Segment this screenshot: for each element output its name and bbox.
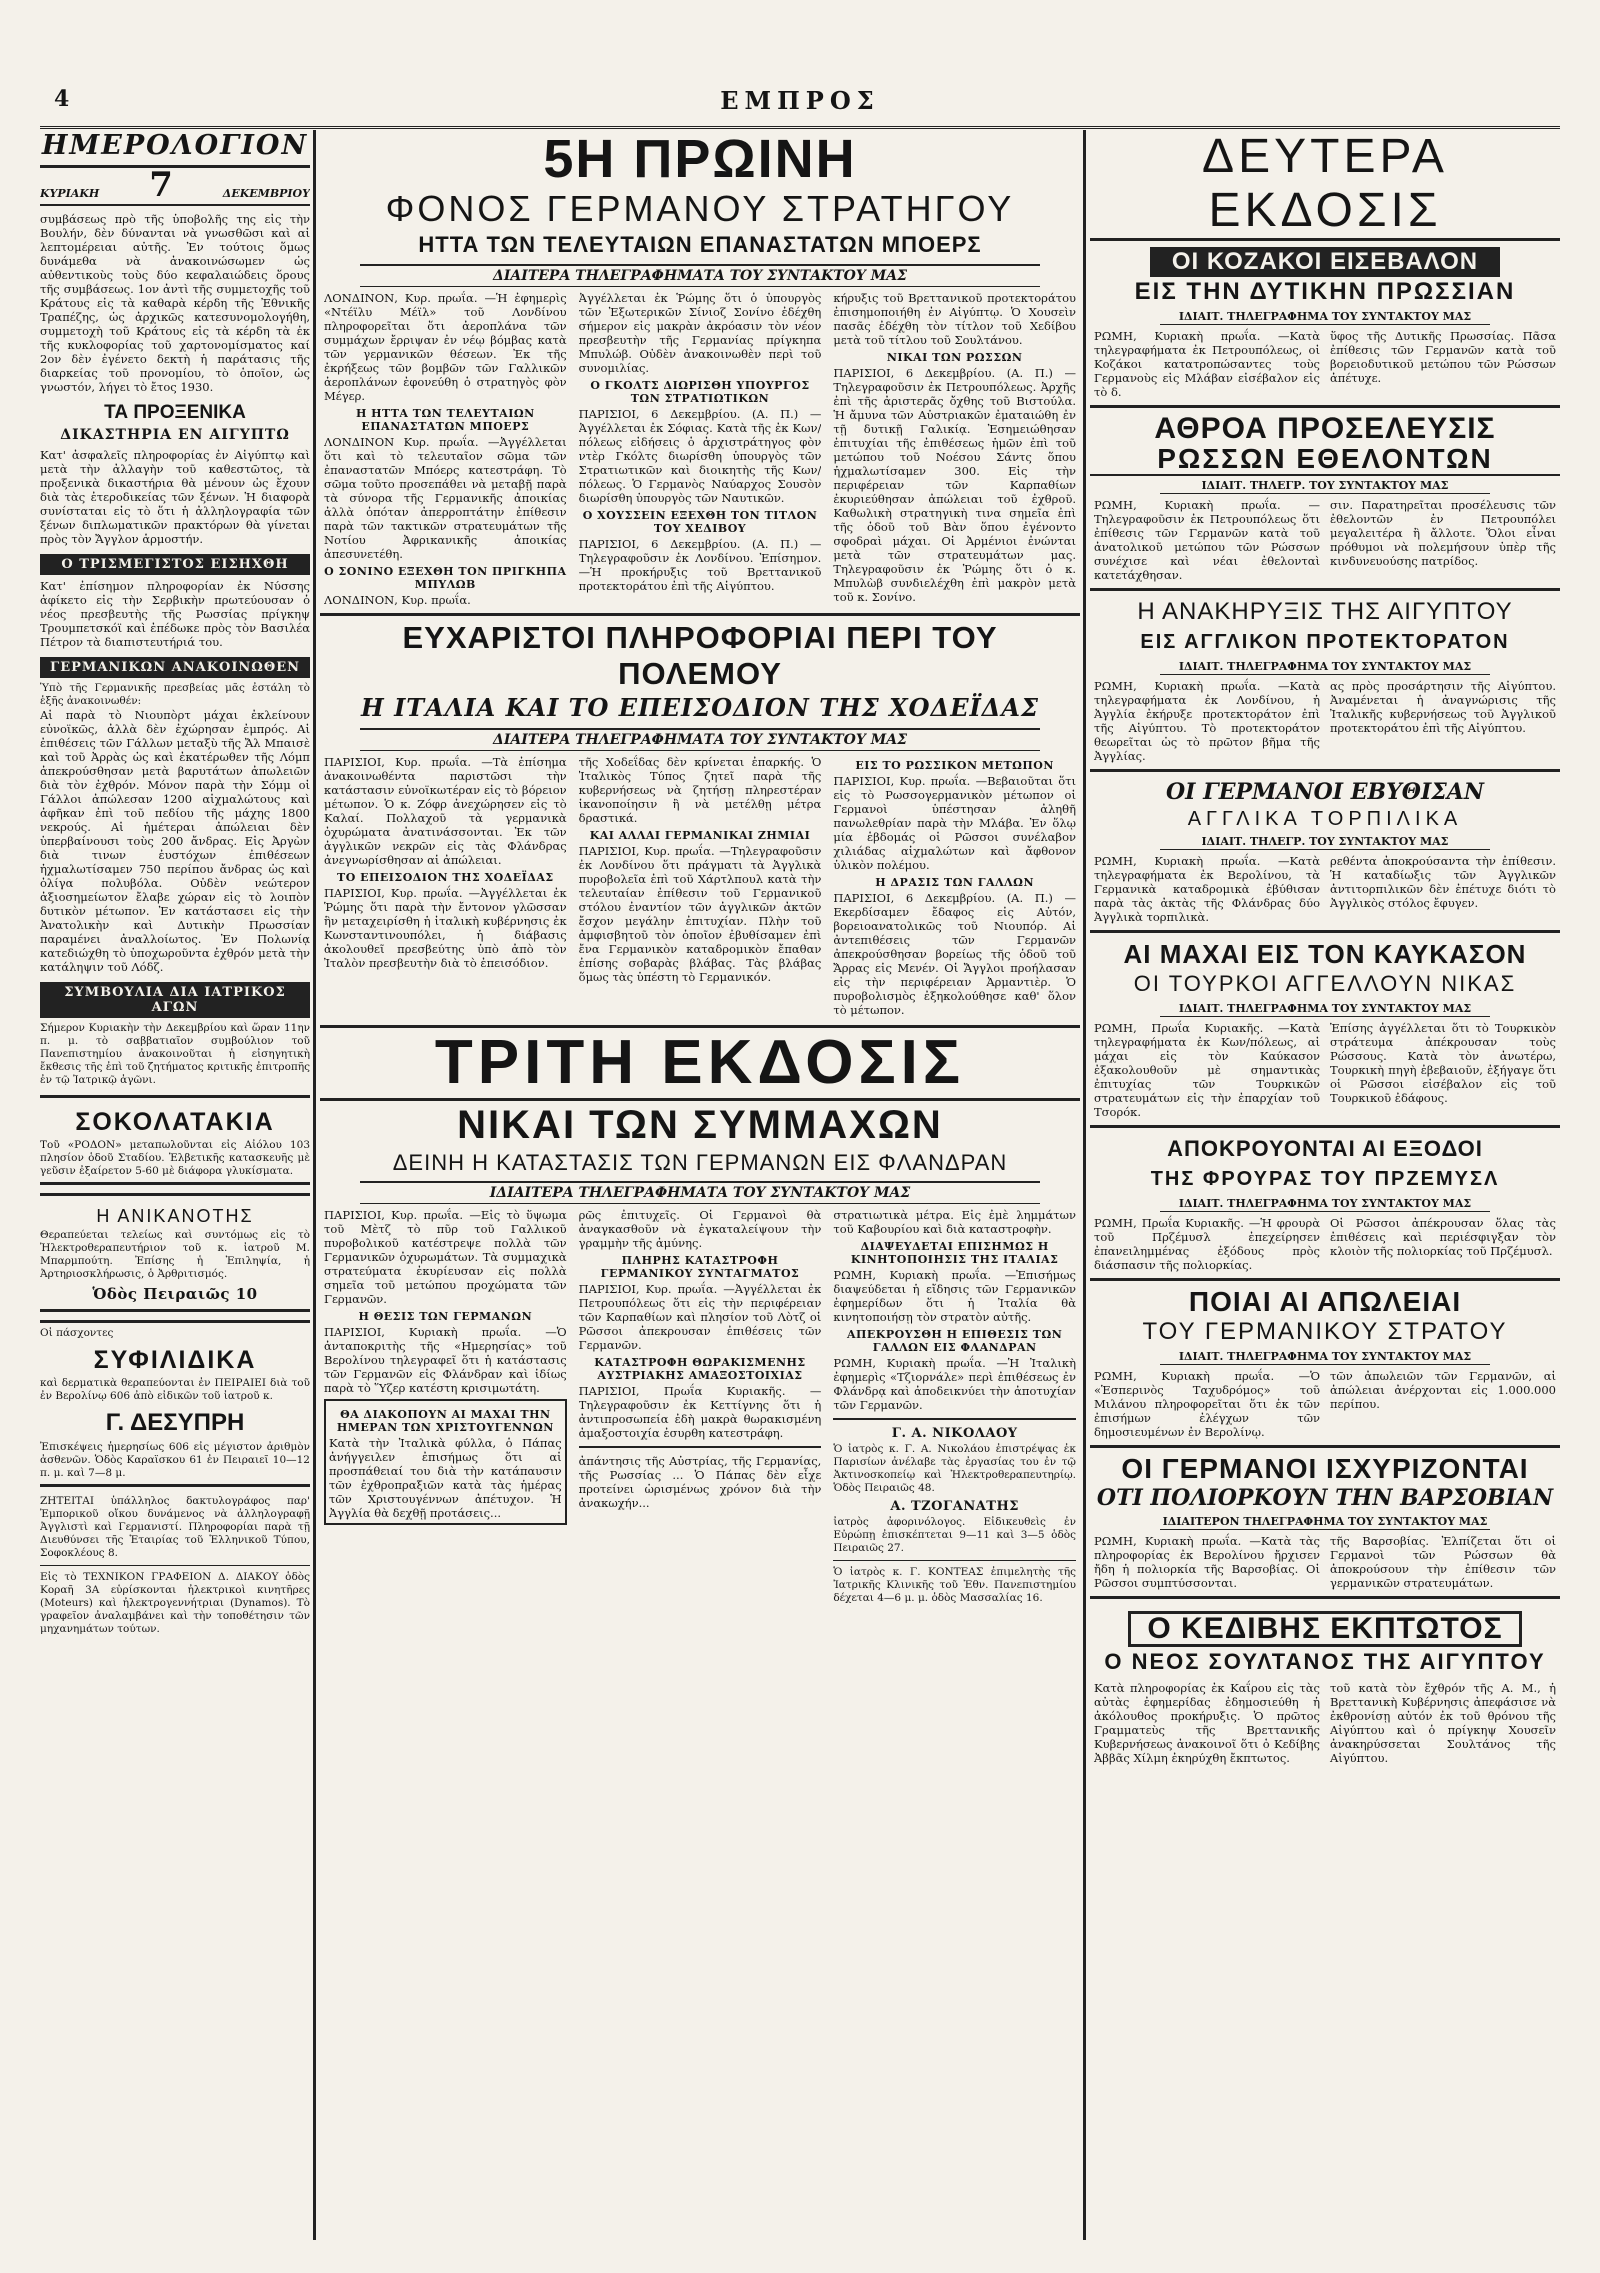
doctor-text: Ἐπισκέψεις ἡμερησίως 606 εἰς μέγιστον ἀριθμὸν ἀσθενῶν. Ὁδὸς Καραϊσκου 61 ἐν Πειραιεῖ 10—12 π. μ. καὶ 7—8 μ. (40, 1441, 310, 1479)
nikai-headline: ΝΙΚΑΙ ΤΩΝ ΣΥΜΜΑΧΩΝ (457, 1103, 943, 1147)
article-text: ΡΩΜΗ, Κυριακὴ πρωΐα. —Κατὰ τηλεγραφήματα ἐκ Πετρουπόλεως, οἱ Κοζάκοι κατατροπώσαντες τοὺς Γερμανοὺς εἰς Μλάβαν εἰσέβαλον εἰς τὸ δ. (1094, 329, 1320, 399)
german-title: ΓΕΡΜΑΝΙΚΩΝ ΑΝΑΚΟΙΝΩΘΕΝ (40, 657, 310, 678)
trismegist-title: Ο ΤΡΙΣΜΕΓΙΣΤΟΣ ΕΙΣΗΧΘΗ (40, 554, 310, 575)
article-text: ρεθέντα ἀποκρούσαντα τὴν ἐπίθεσιν. Ἡ καταδίωξις τῶν Ἀγγλικῶν ἀντιτορπιλικῶν δὲν ἐπέτυχε διότι τὸ Ἀγγλικὸς στόλος ἔφυγεν. (1330, 854, 1556, 910)
telegram-label: ΙΔΙΑΙΤ. ΤΗΛΕΓΡΑΦΗΜΑ ΤΟΥ ΣΥΝΤΑΚΤΟΥ ΜΑΣ (1160, 1001, 1490, 1017)
banner-pleroforiai: ΕΥΧΑΡΙΣΤΟΙ ΠΛΗΡΟΦΟΡΙΑΙ ΠΕΡΙ ΤΟΥ ΠΟΛΕΜΟΥ (320, 613, 1080, 692)
article-text: ΡΩΜΗ, Κυριακὴ πρωΐα. —Τηλεγραφοῦσιν ἐκ Πετρουπόλεως ὅτι ἐπίθεσις τῶν Γερμανῶν κατὰ τοῦ ἀνατολικοῦ μετώπου τῶν Ρώσσων συνέχισε καὶ νέαι ἐθελονταὶ κατετάχθησαν. (1094, 498, 1320, 582)
article-text: ὕφος τῆς Δυτικῆς Πρωσσίας. Πᾶσα ἐπίθεσις τῶν Γερμανῶν κατὰ τοῦ βορειοδυτικοῦ μετώπου τῶν Ρώσσων ἀπέτυχε. (1330, 329, 1556, 385)
paper-name: ΕΜΠΡΟΣ (720, 86, 880, 115)
ad-text: Ὁ ἰατρὸς κ. Γ. ΚΟΝΤΕΑΣ ἐπιμελητὴς τῆς Ἰατρικῆς Κλινικῆς τοῦ Ἐθν. Πανεπιστημίου δέχεται 4—6 μ. μ. ὁδὸς Μασσαλίας 16. (833, 1566, 1076, 1604)
headline-rosson: ΡΩΣΣΩΝ ΕΘΕΛΟΝΤΩΝ (1090, 444, 1560, 476)
headline-dytiki: ΕΙΣ ΤΗΝ ΔΥΤΙΚΗΝ ΠΡΩΣΣΙΑΝ (1134, 278, 1516, 305)
column-rule (1083, 130, 1086, 2240)
article-apoleiai (1090, 1369, 1560, 1439)
article-text: τῆς Χοδεΐδας δὲν κρίνεται ἐπαρκής. Ὁ Ἰταλικὸς Τύπος ζητεῖ παρὰ τῆς κυβερνήσεως νὰ ζητήσῃ πληρεστέραν ἱκανοποίησιν ἢ νὰ μετέλθῃ μέτρα δραστικά. (578, 755, 822, 825)
article-text: ΛΟΝΔΙΝΟΝ, Κυρ. πρωΐα. —Ἡ ἐφημερὶς «Ντέϊλυ Μέϊλ» τοῦ Λονδίνου πληροφορεῖται ὅτι ἀεροπλάνα τῶν συμμάχων ἔρριψαν ἐν νέῳ βόμβας κατὰ τῶν γερμανικῶν θέσεων. Ἐκ τῆς ἐκρήξεως τῶν βομβῶν τῶν Γαλλικῶν ἀεροπλάνων ἐφονεύθη ὁ στρατηγὸς φὸν Μέγερ. (324, 291, 567, 403)
telegrams-label: ΔΙΑΙΤΕΡΑ ΤΗΛΕΓΡΑΦΗΜΑΤΑ ΤΟΥ ΣΥΝΤΑΚΤΟΥ ΜΑΣ (360, 728, 1040, 751)
article-text: ΠΑΡΙΣΙΟΙ, 6 Δεκεμβρίου. (Α. Π.) —Ἀγγέλλεται ἐκ Σόφιας. Κατὰ τῆς ἐκ Κων/πόλεως εἰδήσεις ὁ ἀρχιστράτηγος φὸν ντὲρ Γκόλτς διωρίσθη ὑπουργὸς τῶν Στρατιωτικῶν καὶ διοικητὴς τῆς Κων/πόλεως. Ὁ Γερμανὸς Ναύαρχος Σουσὸν διωρίσθη ὑπουργὸς τῶν Ναυτικῶν. (578, 407, 822, 505)
headline-anakiryxis: Η ΑΝΑΚΗΡΥΞΙΣ ΤΗΣ ΑΙΓΥΠΤΟΥ (1137, 598, 1513, 625)
article-block-a (320, 291, 1080, 607)
doctor-name: Γ. ΔΕΣΥΠΡΗ (105, 1409, 245, 1436)
banner-italia: Η ΙΤΑΛΙΑ ΚΑΙ ΤΟ ΕΠΕΙΣΟΔΙΟΝ ΤΗΣ ΧΟΔΕΪΔΑΣ (361, 693, 1039, 722)
divider (1090, 1445, 1560, 1448)
headline-kedivis: Ο ΚΕΔΙΒΗΣ ΕΚΠΤΩΤΟΣ (1128, 1611, 1521, 1647)
article-text: ΠΑΡΙΣΙΟΙ, Κυρ. πρωΐα. —Τὰ ἐπίσημα ἀνακοινωθέντα παριστῶσι τὴν κατάστασιν εὐνοϊκωτέραν εἰς τὸ βόρειον μέτωπον. Ὁ κ. Ζόφρ ἀνεχώρησεν εἰς τὸ Καλαί. Πολλαχοῦ τὰ γερμανικὰ ὀχυρώματα ἀνατινάσσονται. Ἐκ τῶν ἀγγλικῶν νεκρῶν εἰς τὰς Φλάνδρας ἀνεγνωρίσθησαν αἱ ἀπώλειαι. (324, 755, 567, 867)
headline-tourkoi: ΟΙ ΤΟΥΡΚΟΙ ΑΓΓΕΛΛΟΥΝ ΝΙΚΑΣ (1133, 971, 1517, 996)
article-text: στρατιωτικὰ μέτρα. Εἰς ἐμὲ λημμάτων τοῦ Καβουρίου καὶ διὰ καταστροφὴν. (833, 1208, 1076, 1236)
proxenika-title: ΤΑ ΠΡΟΞΕΝΙΚΑ (104, 402, 246, 423)
sokolatakia-text: Τοῦ «ΡΟΔΟΝ» μεταπωλοῦνται εἰς Αἰόλου 103 πλησίον ὁδοῦ Σταδίου. Ἑλβετικῆς κατασκευῆς μὲ γεῦσιν ἐξαίρετον 5-60 μὲ διάφορα γλυκίσματα. (40, 1139, 310, 1177)
divider (1090, 1596, 1560, 1599)
article-subhead: ΤΟ ΕΠΕΙΣΟΔΙΟΝ ΤΗΣ ΧΟΔΕΪΔΑΣ (337, 871, 554, 884)
symboul-text: Σήμερον Κυριακὴν τὴν Δεκεμβρίου καὶ ὥραν 11ην π. μ. τὸ σαββατιαῖον συμβούλιον τοῦ Πανεπιστημίου ἀνακοινοῦται ἡ εἰσηγητικὴ ἔκθεσις τῆς ἐπὶ τοῦ ζητήματος κριτικῆς ἐπιτροπῆς ἐν τῷ Ἰατρικῷ ἀγῶνι. (40, 1022, 310, 1086)
divider (833, 1418, 1076, 1420)
syphilidika-title: ΣΥΦΙΛΙΔΙΚΑ (93, 1346, 257, 1374)
article-text: Κατὰ πληροφορίας ἐκ Καΐρου εἰς τὰς αὐτὰς ἐφημερίδας ἐδημοσιεύθη ἡ ἀκόλουθος προκήρυξις. Ὁ πρῶτος Γραμματεὺς τῆς Βρεττανικῆς Κυβερνήσεως ἀνακοινοῖ ὅτι ὁ Κεδίβης Ἀββᾶς Χίλμη ἐκηρύχθη ἔκπτωτος. (1094, 1681, 1320, 1765)
article-text: ΛΟΝΔΙΝΟΝ Κυρ. πρωΐα. —Ἀγγέλλεται ὅτι καὶ τὸ τελευταῖον σῶμα τῶν ἐπαναστατῶν Μπόερς κατεστράφη. Τὸ σῶμα τοῦτο προσεπάθει νὰ μεταβῇ παρὰ τὰ σύνορα τῆς Γερμανικῆς ἀποικίας ἀλλὰ ὁπόταν ἀπερροπτάτην ἐπίθεσιν παρὰ τῶν τακτικῶν στρατευμάτων τῆς Νοτίου Ἀφρικανικῆς ἀποικίας ἀπεσυνετέθη. (324, 435, 567, 561)
headline-germanoi: ΟΙ ΓΕΡΜΑΝΟΙ ΕΒΥΘΙΣΑΝ (1166, 779, 1484, 805)
telegram-label: ΙΔΙΑΙΤ. ΤΗΛΕΓΡ. ΤΟΥ ΣΥΝΤΑΚΤΟΥ ΜΑΣ (1160, 478, 1490, 494)
article-text: ΡΩΜΗ, Κυριακὴ πρωΐα. —Ὁ «Ἑσπερινὸς Ταχυδρόμος» τοῦ Μιλάνου πληροφορεῖται ὅτι ἐκ τῶν ἐπισήμων ἐλέγχων τῶν δημοσιευμένων ἐν Βερολίνῳ. (1094, 1369, 1320, 1439)
article-block-c (320, 1208, 1080, 1605)
article-text: ρῶς ἐπιτυχεῖς. Οἱ Γερμανοὶ θὰ ἀναγκασθοῦν νὰ ἐγκαταλείψουν τὴν γραμμὴν τῆς ἀμύνης. (578, 1208, 822, 1250)
headline-neos: Ο ΝΕΟΣ ΣΟΥΛΤΑΝΟΣ ΤΗΣ ΑΙΓΥΠΤΟΥ (1104, 1649, 1546, 1674)
anikanotis-title: Η ΑΝΙΚΑΝΟΤΗΣ (96, 1206, 254, 1226)
article-c-col3 (833, 1208, 1076, 1605)
article-text: ΠΑΡΙΣΙΟΙ, Κυριακὴ πρωΐα. —Ὁ ἀνταποκριτὴς τῆς «Ημερησίας» τοῦ Βερολίνου τηλεγραφεῖ ὅτι ἡ κατάστασις τῶν Γερμανῶν εἰς Φλάνδραν καὶ ἰδίως παρὰ τὸ Ὕζερ κατέστη κρισιμωτάτη. (324, 1325, 567, 1395)
article-text: τῶν ἀπωλειῶν τῶν Γερμανῶν, αἱ ἀπώλειαι ἀνέρχονται εἰς 1.000.000 περίπου. (1330, 1369, 1556, 1411)
article-text: ΡΩΜΗ, Κυριακὴ πρωΐα. —Κατὰ τὰς πληροφορίας ἐκ Βερολίνου ἤρχισεν ἤδη ἡ πολιορκία τῆς Βαρσοβίας. Οἱ Ρῶσσοι συμπτύσσονται. (1094, 1534, 1320, 1590)
article-subhead: ΑΠΕΚΡΟΥΣΘΗ Η ΕΠΙΘΕΣΙΣ ΤΩΝ ΓΑΛΛΩΝ ΕΙΣ ΦΛΑΝΔΡΑΝ (847, 1328, 1063, 1354)
headline-ischyrizontai: ΟΙ ΓΕΡΜΑΝΟΙ ΙΣΧΥΡΙΖΟΝΤΑΙ (1121, 1453, 1529, 1484)
article-varsovia (1090, 1534, 1560, 1590)
article-subhead: ΚΑΙ ΑΛΛΑΙ ΓΕΡΜΑΝΙΚΑΙ ΖΗΜΙΑΙ (589, 829, 811, 842)
article-text: τοῦ κατὰ τὸν ἔχθρόν τῆς Α. Μ., ἡ Βρεττανικὴ Κυβέρνησις ἀπεφάσισε νὰ ἐκθρονίσῃ αὐτόν ἐκ τοῦ θρόνου τῆς Αἰγύπτου καὶ ὁ πρίγκηψ Χουσεῖν ἀνακηρύσσεται Σουλτάνος τῆς Αἰγύπτου. (1330, 1681, 1556, 1765)
article-subhead: Ο ΓΚΟΛΤΣ ΔΙΩΡΙΣΘΗ ΥΠΟΥΡΓΟΣ ΤΩΝ ΣΤΡΑΤΙΩΤΙΚΩΝ (590, 379, 810, 405)
article-subhead: Η ΔΡΑΣΙΣ ΤΩΝ ΓΑΛΛΩΝ (875, 876, 1035, 889)
telegram-label: ΙΔΙΑΙΤ. ΤΗΛΕΓΡΑΦΗΜΑ ΤΟΥ ΣΥΝΤΑΚΤΟΥ ΜΑΣ (1160, 309, 1490, 325)
article-text: τῆς Βαρσοβίας. Ἐλπίζεται ὅτι οἱ Γερμανοὶ τῶν Ρώσσων θὰ ἀποκρούσουν τὴν ἐπίθεσιν τῶν γερμανικῶν στρατευμάτων. (1330, 1534, 1556, 1590)
hmerologion-date (40, 165, 310, 206)
edition-title: 5Η ΠΡΩΙΝΗ (543, 130, 857, 189)
telegram-label: ΙΔΙΑΙΤΕΡΟΝ ΤΗΛΕΓΡΑΦΗΜΑ ΤΟΥ ΣΥΝΤΑΚΤΟΥ ΜΑΣ (1160, 1514, 1490, 1530)
devtera-ekdosis-title: ΔΕΥΤΕΡΑ ΕΚΔΟΣΙΣ (1090, 130, 1560, 241)
headline-varsovian: ΟΤΙ ΠΟΛΙΟΡΚΟΥΝ ΤΗΝ ΒΑΡΣΟΒΙΑΝ (1096, 1485, 1554, 1511)
article-subhead: ΝΙΚΑΙ ΤΩΝ ΡΩΣΣΩΝ (886, 351, 1023, 364)
ad-title: Α. ΤΖΟΓΑΝΑΤΗΣ (890, 1499, 1019, 1514)
column-rule (313, 130, 316, 2240)
article-text: Ἐπίσης ἀγγέλλεται ὅτι τὸ Τουρκικὸν στράτευμα ἀπέκρουσαν τοὺς Ρώσσους. Κατὰ τὸν ἀνωτέρω, Τουρκικὴ πηγὴ ἐβεβαιοῦν, ἐξήγαγε ὅτι οἱ Ρῶσσοι εἰσέβαλον εἰς τοῦ Τουρκικοῦ ἐδάφους. (1330, 1021, 1556, 1105)
middle-column (320, 130, 1080, 2240)
article-b-col2 (579, 755, 822, 1017)
article-text: ΡΩΜΗ, Πρωΐα Κυριακῆς. —Ἡ φρουρὰ τοῦ Πρζέμυσλ ἐπεχείρησεν ἐπανειλημμένας ἐξόδους πρὸς διάσπασιν τῆς πολιορκίας. (1094, 1216, 1320, 1272)
sokolatakia-ad (40, 1095, 310, 1185)
article-text: ΠΑΡΙΣΙΟΙ, Κυρ. πρωΐα. —Εἰς τὸ ὕψωμα τοῦ Μὲτζ τὸ πῦρ τοῦ Γαλλικοῦ πυροβολικοῦ κατέστρεψε πολλὰ τῶν Γερμανικῶν ὀχυρωμάτων. Τὰ συμμαχικὰ στρατεύματα ἐκυρίευσαν εἰς πολλὰ σημεῖα τοῦ μετώπου προχώματα τῶν Γερμανῶν. (324, 1208, 567, 1306)
article-text: ἀπάντησις τῆς Αὐστρίας, τῆς Γερμανίας, τῆς Ρωσσίας ... Ὁ Πάπας δὲν εἶχε προτείνει ὡρισμένως χρόνον διὰ τὴν ἀνακωχήν... (578, 1454, 822, 1510)
headline-poiai: ΠΟΙΑΙ ΑΙ ΑΠΩΛΕΙΑΙ (1188, 1286, 1462, 1317)
main-headline: ΦΟΝΟΣ ΓΕΡΜΑΝΟΥ ΣΤΡΑΤΗΓΟΥ (385, 188, 1015, 229)
left-column (40, 130, 310, 2240)
article-b-col3 (833, 755, 1076, 1017)
article-text: ΠΑΡΙΣΙΟΙ, Κυρ. πρωΐα. —Τηλεγραφοῦσιν ἐκ Λονδίνου ὅτι πράγματι τὰ Ἀγγλικὰ πυροβολεῖα ἐπὶ τοῦ Χάρτλπουλ κατὰ τὴν τελευταίαν ἐπίθεσιν τοῦ Γερμανικοῦ στόλου ἐναντίον τῶν ἀγγλικῶν ἀκτῶν ἔσχον μεγάλην ἐπιτυχίαν. Πλὴν τοῦ ἀμφισβητοῦ τὸν ὁποῖον ἐβυθίσαμεν ἐπὶ ἔνα Γερμανικὸν καταδρομικὸν ἔπαθαν ἐπίσης σοβαρὰς βλάβας. Τὰς βλάβας ὅμως τὰς ὑπέστη τὸ Γερμανικόν. (578, 844, 822, 984)
anikanotis-text: Θεραπεύεται τελείως καὶ συντόμως εἰς τὸ Ἠλεκτροθεραπευτήριον τοῦ κ. ἰατροῦ Μ. Μπαρμπούτη. Ἐπίσης ἡ Ἐπιληψία, ἡ Ἀρτηριοσκλήρωσις, ὁ Ἀρθριτισμός. (40, 1229, 310, 1280)
article-text: Οἱ Ρῶσσοι ἀπέκρουσαν ὅλας τὰς ἐπιθέσεις καὶ περιέσφιγξαν τὸν κλοιὸν τῆς πολιορκίας τοῦ Πρζέμυσλ. (1330, 1216, 1556, 1258)
trismegist-text: Κατ' ἐπίσημον πληροφορίαν ἐκ Νύσσης ἀφίκετο εἰς τὴν Σερβικὴν πρωτεύουσαν ὁ νέος πρεσβευτὴς τῆς Ρωσσίας πρίγκηψ Τρουμπετσκόϊ καὶ ἐπέδωκε πρὸς τὸν Βασιλέα Πέτρον τὰ διαπιστευτήριά του. (40, 579, 310, 649)
anikanotis-address: Ὁδὸς Πειραιῶς 10 (92, 1285, 258, 1303)
article-text: ας πρὸς προσάρτησιν τῆς Αἰγύπτου. Ἀναμένεται ἡ ἀναγνώρισις τῆς Ἰταλικῆς κυβερνήσεως τοῦ Ἀγγλικοῦ προτεκτοράτου ἐπὶ τῆς Αἰγύπτου. (1330, 679, 1556, 735)
ad-title: Γ. Α. ΝΙΚΟΛΑΟΥ (891, 1426, 1018, 1441)
article-b-col1 (324, 755, 567, 1017)
telegram-label: ΙΔΙΑΙΤ. ΤΗΛΕΓΡ. ΤΟΥ ΣΥΝΤΑΚΤΟΥ ΜΑΣ (1160, 834, 1490, 850)
article-text: ΡΩΜΗ, Κυριακὴ πρωΐα. —Κατὰ τηλεγραφήματα ἐκ Βερολίνου, τὰ Γερμανικὰ καταδρομικὰ ἐβύθισαν παρὰ τὰς ἀκτὰς τῆς Φλάνδρας δύο Ἀγγλικὰ τορπιλικὰ. (1094, 854, 1320, 924)
ad-text: ἰατρὸς ἀφορινόλογος. Εἰδικευθεὶς ἐν Εὐρώπῃ ἐπισκέπτεται 9—11 καὶ 3—5 ὁδὸς Πειραιῶς 27. (833, 1516, 1076, 1554)
article-text: σιν. Παρατηρεῖται προσέλευσις τῶν ἐθελοντῶν ἐν Πετρουπόλει μεγαλειτέρα ἢ ἄλλοτε. Ὅλοι εἶναι πρόθυμοι νὰ πολεμήσουν ὑπὲρ τῆς κινδυνευούσης πατρίδος. (1330, 498, 1556, 568)
article-subhead: Ο ΣΟΝΙΝΟ ΕΞΕΧΘΗ ΤΟΝ ΠΡΙΓΚΗΠΑ ΜΠΥΛΩΒ (324, 565, 567, 591)
article-subhead: ΕΙΣ ΤΟ ΡΩΣΣΙΚΟΝ ΜΕΤΩΠΟΝ (855, 759, 1054, 772)
article-kedivis (1090, 1681, 1560, 1765)
article-text: ΠΑΡΙΣΙΟΙ, 6 Δεκεμβρίου. (Α. Π.) —Τηλεγραφοῦσιν ἐκ Λονδίνου. Ἐπίσημον. —Ἡ προκήρυξις τοῦ Βρεττανικοῦ προτεκτοράτου ἐπὶ τῆς Αἰγύπτου. (578, 537, 822, 593)
month: ΔΕΚΕΜΒΡΙΟΥ (222, 187, 310, 200)
divider (1090, 930, 1560, 933)
headline-apokrouontai: ΑΠΟΚΡΟΥΟΝΤΑΙ ΑΙ ΕΞΟΔΟΙ (1167, 1136, 1483, 1161)
article-subhead: Ο ΧΟΥΣΣΕΙΝ ΕΞΕΧΘΗ ΤΟΝ ΤΙΤΛΟΝ ΤΟΥ ΧΕΔΙΒΟΥ (582, 509, 818, 535)
article-przemysl (1090, 1216, 1560, 1272)
proxenika-subtitle: ΔΙΚΑΣΤΗΡΙΑ ΕΝ ΑΙΓΥΠΤΩ (60, 427, 290, 443)
divider (1090, 769, 1560, 772)
article-subhead: Η ΘΕΣΙΣ ΤΩΝ ΓΕΡΜΑΝΩΝ (358, 1310, 533, 1323)
article-text: ΠΑΡΙΣΙΟΙ, Κυρ. πρωΐα. —Ἀγγέλλεται ἐκ Ῥώμης ὅτι παρὰ τὴν ἔντονον γλῶσσαν ἣν μεταχειρίσθη ἡ ἰταλικὴ κυβέρνησις ἐκ Κωνσταντινουπόλει, ἡ διάβασις ἀκολουθεῖ πρεσβεύτης ὑπὸ ἀπὸ τὸν Ἰταλὸν πρεσβευτὴν διὰ τὸ ἐπεισόδιον. (324, 886, 567, 970)
telegram-label: ΙΔΙΑΙΤ. ΤΗΛΕΓΡΑΦΗΜΑ ΤΟΥ ΣΥΝΤΑΚΤΟΥ ΜΑΣ (1160, 1349, 1490, 1365)
technikon-ad: Εἰς τὸ ΤΕΧΝΙΚΟΝ ΓΡΑΦΕΙΟΝ Δ. ΔΙΑΚΟΥ ὁδὸς Κοραῆ 3Α εὑρίσκονται ἠλεκτρικοὶ κινητῆρες (Moteurs) καὶ ἠλεκτρογεννήτριαι (Dynamos). Τὸ γραφεῖον ἀναλαμβάνει καὶ τὴν τοποθέτησιν τῶν μηχανημάτων τούτων. (40, 1571, 310, 1635)
article-text: ΡΩΜΗ, Πρωΐα Κυριακῆς. —Κατὰ τηλεγραφήματα ἐκ Κων/πόλεως, αἱ μάχαι εἰς τὸν Καύκασον ἐξακολουθοῦν μὲ σημαντικὰς ἐπιτυχίας τῶν Τουρκικῶν στρατευμάτων εἰς τὴν ἐπαρχίαν τοῦ Τσορόκ. (1094, 1021, 1320, 1119)
kedivis-box-wrap (1090, 1605, 1560, 1647)
article-c-col1 (324, 1208, 567, 1605)
article-text: ΠΑΡΙΣΙΟΙ, 6 Δεκεμβρίου. (Α. Π.) —Τηλεγραφοῦσιν ἐκ Πετρουπόλεως. Ἀρχῆς ἐπὶ τῆς ἀριστερᾶς ὄχθης τοῦ Βιστούλα. Ἡ ἄμυνα τῶν Αὐστριακῶν ἐματαιώθη ἐν τῇ δυτικῇ Γαλικίᾳ. Ἐσημειώθησαν ἐπιτυχίαι τῆς ἐπιθέσεως ἡμῶν ἐπὶ τοῦ μετώπου τοῦ Νοέσου Σάντς ὅπου ἠχμαλωτίσαμεν 300. Εἰς τὴν περιφέρειαν τῶν Καρπαθίων ἐκυριεύθησαν ἀπώλειαι τοῦ ἐχθροῦ. Καθωλικὴ στρατηγικὴ τινα σημεῖα ἐπὶ τῆς ὁδοῦ τοῦ Βὰν ὅπου ἐγένοντο σφοδραὶ μάχαι. Οἱ Ἀρμένιοι ἐνώνται μετὰ τῶν στρατευμάτων μας. Τηλεγραφοῦσιν ἐκ Ῥώμης ὅτι ὁ κ. Μπυλὼβ συνδιελέχθη ἐπὶ μακρὸν μετὰ τοῦ κ. Σονίνο. (833, 366, 1076, 604)
christmas-box (324, 1399, 567, 1525)
divider (40, 1565, 310, 1566)
masthead (40, 80, 1560, 129)
article-subhead: ΚΑΤΑΣΤΡΟΦΗ ΘΩΡΑΚΙΣΜΕΝΗΣ ΑΥΣΤΡΙΑΚΗΣ ΑΜΑΞΟΣΤΟΙΧΙΑΣ (594, 1356, 806, 1382)
syphilidika-ad (40, 1320, 310, 1487)
article-text: ΠΑΡΙΣΙΟΙ, Κυρ. πρωΐα. —Ἀγγέλλεται ἐκ Πετρουπόλεως ὅτι εἰς τὴν περιφέρειαν τῶν Καρπαθίων καὶ πλησίον τοῦ Λὸτζ οἱ Ρῶσσοι ἀπεκρουσαν ἐπιθέσεις τῶν Γερμανῶν. (578, 1282, 822, 1352)
sub-headline: ΗΤΤΑ ΤΩΝ ΤΕΛΕΥΤΑΙΩΝ ΕΠΑΝΑΣΤΑΤΩΝ ΜΠΟΕΡΣ (418, 232, 982, 257)
german-lead: Ὑπὸ τῆς Γερμανικῆς πρεσβείας μᾶς ἐστάλη τὸ ἑξῆς ἀνακοινωθέν: (40, 682, 310, 707)
article-subhead: Η ΗΤΤΑ ΤΩΝ ΤΕΛΕΥΤΑΙΩΝ ΕΠΑΝΑΣΤΑΤΩΝ ΜΠΟΕΡΣ (355, 407, 535, 433)
deini-subheadline: ΔΕΙΝΗ Η ΚΑΤΑΣΤΑΣΙΣ ΤΩΝ ΓΕΡΜΑΝΩΝ ΕΙΣ ΦΛΑΝΔΡΑΝ (392, 1150, 1008, 1175)
page-number: 4 (54, 86, 70, 112)
ad-text: Ὁ ἰατρὸς κ. Γ. Α. Νικολάου ἐπιστρέψας ἐκ Παρισίων ἀνέλαβε τὰς ἐργασίας του ἐν τῷ Ἀκτινοσκοπείῳ καὶ Ἠλεκτροθεραπευτηρίῳ. Ὁδὸς Πειραιῶς 48. (833, 1443, 1076, 1494)
article-text: ΠΑΡΙΣΙΟΙ, Κυρ. πρωΐα. —Βεβαιοῦται ὅτι εἰς τὸ Ρωσσογερμανικὸν μέτωπον οἱ Γερμανοὶ ὑπέστησαν ἀληθῆ πανωλεθρίαν παρὰ τὴν Μλάβα. Ἐν ὅλῳ μία ἑβδομάς οἱ Ρῶσσοι συνέλαβον χιλιάδας αἰχμαλώτων καὶ ἄφθονον ὑλικὸν πολέμου. (833, 774, 1076, 872)
box-text: Κατὰ τὴν Ἰταλικὰ φύλλα, ὁ Πάπας ἀνήγγειλεν ἐπισήμως ὅτι αἱ προσπάθειαί του διὰ τὴν κατάπαυσιν τῶν ἐχθροπραξιῶν κατὰ τὰς ἡμέρας τῶν Χριστουγέννων ἀπέτυχον. Ἡ Ἀγγλία θὰ δεχθῇ προτάσεις... (329, 1436, 562, 1520)
headline-stratou: ΤΟΥ ΓΕΡΜΑΝΙΚΟΥ ΣΤΡΑΤΟΥ (1142, 1318, 1508, 1345)
triti-ekdosis-title: ΤΡΙΤΗ ΕΚΔΟΣΙΣ (320, 1025, 1080, 1101)
weekday: ΚΥΡΙΑΚΗ (40, 187, 100, 200)
headline-frouras: ΤΗΣ ΦΡΟΥΡΑΣ ΤΟΥ ΠΡΖΕΜΥΣΛ (1150, 1168, 1500, 1190)
headline-kozakoi: ΟΙ ΚΟΖΑΚΟΙ ΕΙΣΕΒΑΛΟΝ (1150, 247, 1500, 277)
telegram-label: ΙΔΙΑΙΤ. ΤΗΛΕΓΡΑΦΗΜΑ ΤΟΥ ΣΥΝΤΑΚΤΟΥ ΜΑΣ (1160, 1196, 1490, 1212)
day-number: 7 (149, 165, 173, 205)
article-text: ΠΑΡΙΣΙΟΙ, 6 Δεκεμβρίου. (Α. Π.) —Εκερδίσαμεν ἔδαφος εἰς Αὐτόν, βορειοανατολικῶς τοῦ Νιουπόρ. Αἱ ἀντεπιθέσεις τῶν Γερμανῶν ἀπεκρούσθησαν βορείως τῆς ὁδοῦ τοῦ Ἄρρας εἰς Μενέν. Οἱ Ἄγγλοι προήλασαν εἰς τὴν περιφέρειαν Ἀρμαντιὲρ. Ὁ πυροβολισμὸς ἐξηκολούθησε καθ' ὅλον τὸ μέτωπον. (833, 891, 1076, 1017)
syphilidika-lead: Οἱ πάσχοντες (40, 1327, 114, 1339)
headline-athroa: ΑΘΡΟΑ ΠΡΟΣΕΛΕΥΣΙΣ (1154, 412, 1496, 445)
box-title: ΘΑ ΔΙΑΚΟΠΟΥΝ ΑΙ ΜΑΧΑΙ ΤΗΝ ΗΜΕΡΑΝ ΤΩΝ ΧΡΙΣΤΟΥΓΕΝΝΩΝ (336, 1408, 554, 1434)
article-a-col2 (579, 291, 822, 607)
divider (833, 1560, 1076, 1561)
divider (579, 1446, 822, 1448)
article-a-col3 (833, 291, 1076, 607)
telegrams-label: ΙΔΙΑΙΤΕΡΑ ΤΗΛΕΓΡΑΦΗΜΑΤΑ ΤΟΥ ΣΥΝΤΑΚΤΟΥ ΜΑΣ (360, 1181, 1040, 1204)
syphilidika-text: καὶ δερματικὰ θεραπεύονται ἐν ΠΕΙΡΑΙΕΙ διὰ τοῦ ἐν Βερολίνῳ 606 ἀπὸ εἰδικῶν τοῦ ἰατροῦ κ. (40, 1377, 310, 1402)
article-text: Ἀγγέλλεται ἐκ Ῥώμης ὅτι ὁ ὑπουργὸς τῶν Ἐξωτερικῶν Σίνιοζ Σονίνο ἐδέχθη σήμερον εἰς μακρὰν ἀκρόασιν τὸν νέον πρεσβευτὴν τῆς Γερμανίας πρίγκηπα Μπυλώβ. Οὐδὲν ἀνακοινωθὲν περὶ τοῦ συνομιλίας. (578, 291, 822, 375)
article-subhead: ΔΙΑΨΕΥΔΕΤΑΙ ΕΠΙΣΗΜΩΣ Η ΚΙΝΗΤΟΠΟΙΗΣΙΣ ΤΗΣ ΙΤΑΛΙΑΣ (850, 1240, 1059, 1266)
divider (1090, 405, 1560, 408)
telegrams-label: ΔΙΑΙΤΕΡΑ ΤΗΛΕΓΡΑΦΗΜΑΤΑ ΤΟΥ ΣΥΝΤΑΚΤΟΥ ΜΑΣ (360, 264, 1040, 287)
divider (1090, 1125, 1560, 1128)
article-torpilika (1090, 854, 1560, 924)
sokolatakia-title: ΣΟΚΟΛΑΤΑΚΙΑ (75, 1108, 275, 1136)
headline-maxai: ΑΙ ΜΑΧΑΙ ΕΙΣ ΤΟΝ ΚΑΥΚΑΣΟΝ (1123, 939, 1527, 969)
article-ethelontes (1090, 498, 1560, 582)
divider (1090, 1278, 1560, 1281)
telegram-label: ΙΔΙΑΙΤ. ΤΗΛΕΓΡΑΦΗΜΑ ΤΟΥ ΣΥΝΤΑΚΤΟΥ ΜΑΣ (1160, 659, 1490, 675)
article-text: ΠΑΡΙΣΙΟΙ, Πρωΐα Κυριακῆς. —Τηλεγραφοῦσιν ἐκ Κεττίγνης ὅτι ἡ ἀντιπροσωπεία ἐδὴ μακρὰ θωρακισμένη ἀμαξοστοιχία ἐσυρθη κατεστράφη. (578, 1384, 822, 1440)
article-text: ΡΩΜΗ, Κυριακὴ πρωΐα. —Ἡ Ἰταλικὴ ἐφημερὶς «Τζιορνάλε» περὶ ἐπιθέσεως ἐν Φλάνδρᾳ καὶ ἀποδεικνύει τὴν ἀποτυχίαν τῶν Γερμανῶν. (833, 1356, 1076, 1412)
zitite-ad: ΖΗΤΕΙΤΑΙ ὑπάλληλος δακτυλογράφος παρ' Ἐμπορικοῦ οἴκου δυνάμενος νὰ ἀλληλογραφῇ Ἀγγλιστὶ καὶ Γερμανιστί. Πληροφορίαι παρὰ τῇ Διευθύνσει τῆς Ἑταιρίας τοῦ Ἑλληνικοῦ Τύπου, Σοφοκλέους 8. (40, 1495, 310, 1559)
article-a-col1 (324, 291, 567, 607)
headline-anglikon: ΕΙΣ ΑΓΓΛΙΚΟΝ ΠΡΟΤΕΚΤΟΡΑΤΟΝ (1140, 631, 1510, 653)
intro-text: συμβάσεως πρὸ τῆς ὑποβολῆς της εἰς τὴν Βουλήν, δὲν δύνανται νὰ γνωσθῶσι καὶ αἱ λεπτομέρειαι αὐτῆς. Ἐν τούτοις ὅμως δυνάμεθα νὰ ἀνακοινώσωμεν ὡς αὐθεντικοὺς τοὺς δύο κεφαλαιώδεις ὅρους τῆς συμβάσεως. 1ον ἀντὶ τῆς συμμετοχῆς τοῦ Κράτους εἰς τὰ καθαρὰ κέρδη τῆς Ἐθνικῆς Τραπέζης, ὡς ἀρχικῶς κατεσυνομολογήθη, συμμετοχὴ τοῦ Κράτους εἰς τὰ κέρδη τὰ ἐκ τῆς κυκλοφορίας τοῦ χαρτονομίσματος καί 2ον δὲν ἐγένετο δεκτὴ ἡ παράτασις τῆς διαρκείας τοῦ προνομίου, τὸ ὁποῖον, ὡς γνωστόν, λήγει τὸ ἔτος 1930. (40, 212, 310, 394)
article-kozakoi (1090, 329, 1560, 399)
article-text: ΛΟΝΔΙΝΟΝ, Κυρ. πρωΐα. (324, 593, 471, 607)
proxenika-text: Κατ' ἀσφαλεῖς πληροφορίας ἐν Αἰγύπτῳ καὶ μετὰ τὴν ἀλλαγὴν τοῦ καθεστῶτος, τὰ προξενικὰ δικαστήρια θὰ μένουν ὡς ἔχουν διὰ τὰς ἐτεροδικείας τῶν ξένων. Ἡ διαφορὰ συνίσταται εἰς τὸ ὅτι ἡ ἀλληλογραφία τῶν ξένων διπλωματικῶν πρακτόρων θὰ γίνεται πρὸς τὸν Ἄγγλον ἁρμοστήν. (40, 448, 310, 546)
article-block-b (320, 755, 1080, 1017)
article-text: ΡΩΜΗ, Κυριακὴ πρωΐα. —Ἐπισήμως διαψεύδεται ἡ εἴδησις τῶν Γερμανικῶν ἐφημερίδων ὅτι ἡ Ἰταλία θὰ κινητοποιήσῃ τὸν στρατὸν αὐτῆς. (833, 1268, 1076, 1324)
divider (1090, 588, 1560, 591)
article-aigyptos (1090, 679, 1560, 763)
article-text: κήρυξις τοῦ Βρεττανικοῦ προτεκτοράτου ἐπισημοποιήθη ἐν Αἰγύπτῳ. Ὁ Χουσεὶν πασᾶς ἐδέχθη τὸν τίτλον τοῦ Χεδίβου μετὰ τοῦ τίτλου τοῦ Σουλτάνου. (833, 291, 1076, 347)
article-text: ΡΩΜΗ, Κυριακὴ πρωΐα. —Κατὰ τηλεγραφήματα ἐκ Λονδίνου, ἡ Ἀγγλία ἐκήρυξε προτεκτοράτον ἐπὶ τῆς Αἰγύπτου. Τὸ προτεκτοράτον θεωρεῖται ὡς τὸ πρῶτον βῆμα τῆς Ἀγγλίας. (1094, 679, 1320, 763)
anikanotis-ad (40, 1193, 310, 1312)
symboul-title: ΣΥΜΒΟΥΛΙΑ ΔΙΑ ΙΑΤΡΙΚΟΣ ΑΓΩΝ (40, 982, 310, 1018)
headline-torpilika: ΑΓΓΛΙΚΑ ΤΟΡΠΙΛΙΚΑ (1187, 808, 1463, 830)
article-subhead: ΠΛΗΡΗΣ ΚΑΤΑΣΤΡΟΦΗ ΓΕΡΜΑΝΙΚΟΥ ΣΥΝΤΑΓΜΑΤΟΣ (600, 1254, 800, 1280)
german-text: Αἱ παρὰ τὸ Νιουπὸρτ μάχαι ἐκλείνουν εὐνοϊκῶς, ἀλλὰ δὲν ἐχώρησαν ἐμπρός. Αἱ ἐπιθέσεις τῶν Γάλλων μεταξὺ τῆς Ἄλ Μπαισὲ καὶ τοῦ Ἀρρὰς ὡς καὶ ἐκατέρωθεν τῆς Λόμπ ἀπεκρούσθησαν μετὰ βαρυτάτων ἀπωλειῶν διὰ τὸν ἐχθρόν. Μόνον παρὰ τὴν Σόμμ οἱ Γάλλοι ἀπώλεσαν 1200 αἰχμαλώτους καὶ ἀφῆκαν ἐπὶ τοῦ πεδίου τῆς μάχης 1800 νεκρούς. Αἱ ἡμέτεραι ἀπώλειαι δὲν ὑπερβαίνουσι τοὺς 200 ἄνδρας. Εἰς Ἀργὼν διὰ τινων ἐυστόχων ἐπιθέσεων ἠχμαλωτίσαμεν 750 περίπου ἄνδρας ὡς καὶ ὀλίγα πολυβόλα. Οὐδὲν νεώτερον ἀξιοσημείωτον ἔλαβε χώραν εἰς τὸ λοιπὸν δυτικὸν μέτωπον. Ἐν κατάστασει εἰς τὴν Ἀνατολικὴν καὶ Δυτικὴν Πρωσσίαν παραμένει ἀναλλοίωτος. Ἐν Πολωνίᾳ κατεδιώχθη τὸ ὑποχωροῦντα ἐχθρόν μετὰ τὴν κατάληψιν τοῦ Λόδζ. (40, 708, 310, 974)
article-c-col2 (579, 1208, 822, 1605)
article-kaukasos (1090, 1021, 1560, 1119)
hmerologion-title: ΗΜΕΡΟΛΟΓΙΟΝ (40, 130, 310, 168)
right-column (1090, 130, 1560, 2240)
